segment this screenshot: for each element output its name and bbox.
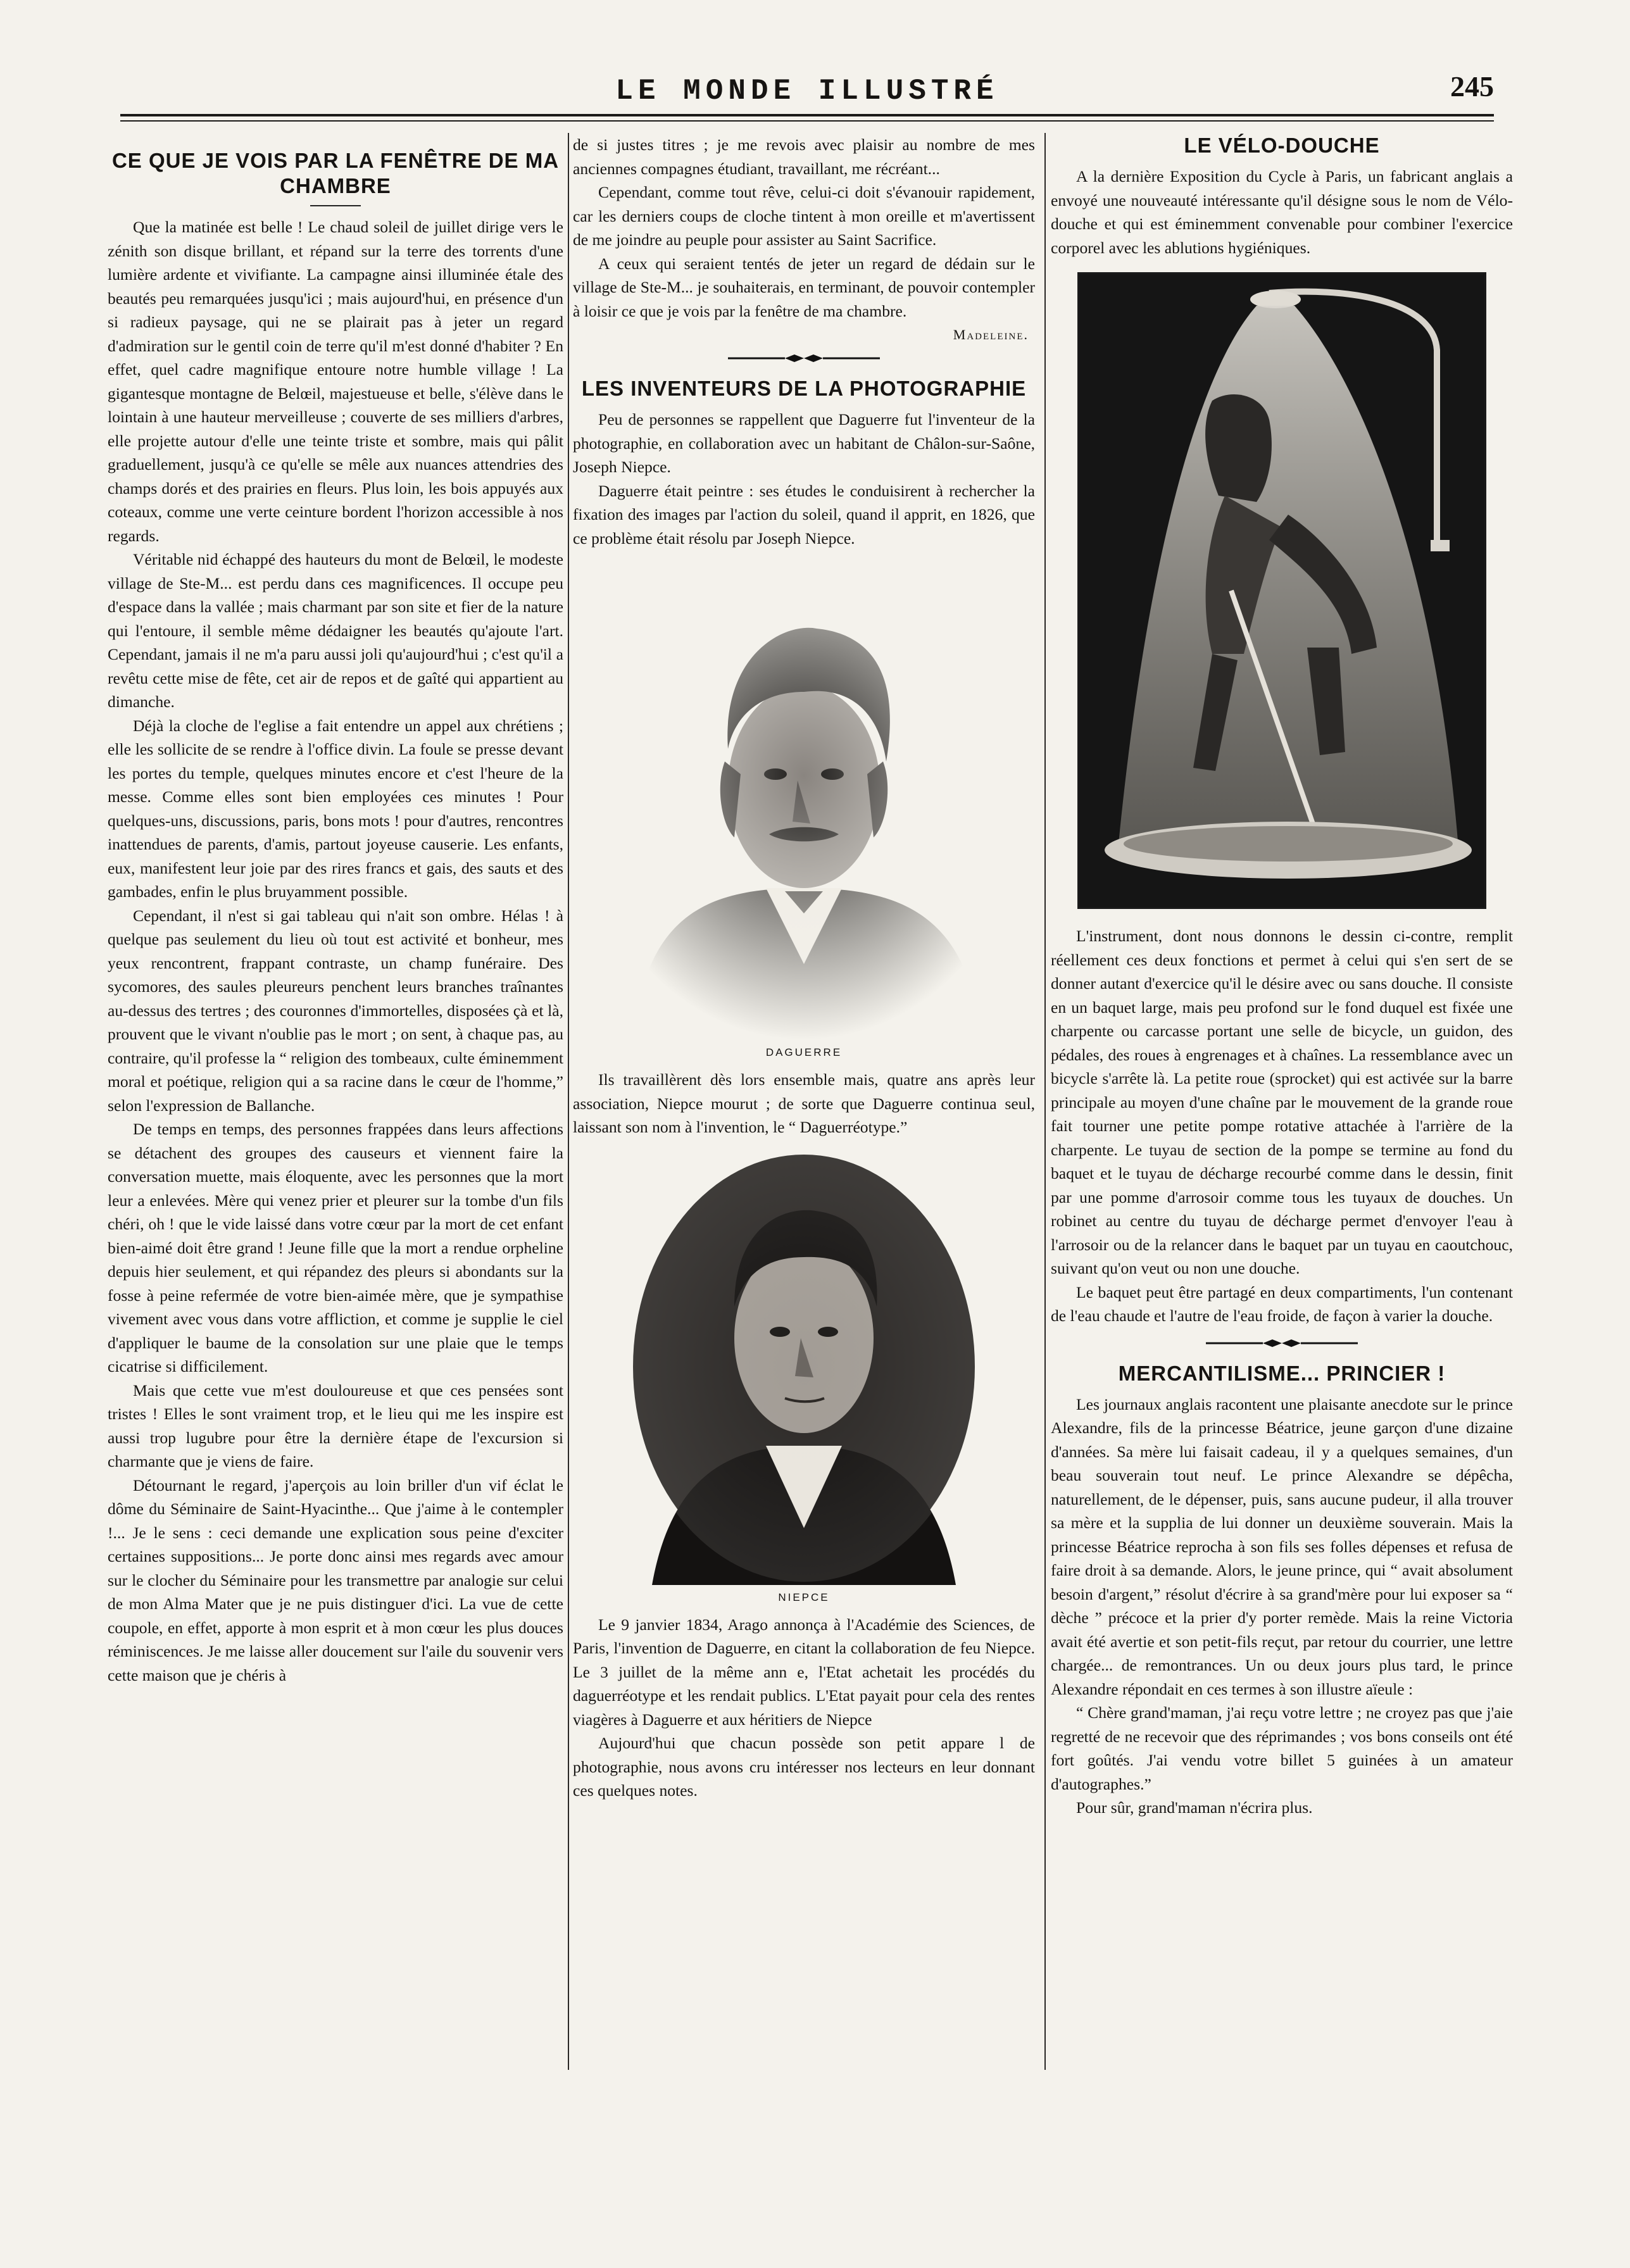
article-title: LE VÉLO-DOUCHE <box>1184 134 1380 157</box>
paragraph: Peu de personnes se rappellent que Daguerre fut l'inventeur de la photographie, en collaboration avec un habitant de Châlon-sur-Saône, Joseph Niepce. <box>573 410 1035 476</box>
portrait-niepce <box>627 1148 981 1604</box>
masthead-title: LE MONDE ILLUSTRÉ <box>615 75 999 108</box>
column-divider <box>1044 133 1046 2070</box>
paragraph: Ils travaillèrent dès lors ensemble mais, quatre ans après leur association, Niepce mourut ; de sorte que Daguerre continua seul, laissant son nom à l'invention, le “ Daguerréotype.” <box>573 1070 1035 1136</box>
paragraph: A la dernière Exposition du Cycle à Paris, un fabricant anglais a envoyé une nouveauté intéressante qu'il désigne sous le nom de Vélo-douche et qui est éminemment convenable pour combiner l'exercice corporel avec les ablutions hygiéniques. <box>1051 167 1513 257</box>
page-number: 245 <box>1450 70 1494 103</box>
ornament-divider <box>722 352 886 365</box>
paragraph: Daguerre était peintre : ses études le conduisirent à rechercher la fixation des images par l'action du soleil, quand il apprit, en 1826, que ce problème était résolu par Joseph Niepce. <box>573 481 1035 548</box>
paragraph: De temps en temps, des personnes frappées dans leurs affections se détachent des groupes des causeurs et viennent faire la conversation muette, mais éloquente, avec les personnes que la mort leur a enlevées. Mère qui venez prier et pleurer sur la tombe d'un fils chéri, oh ! que le vide laissé dans votre cœur par la mort de cet enfant bien-aimé doit être grand ! Jeune fille que la mort a rendue orpheline depuis hier seulement, et qui répandez des pleurs si abondants sur la fosse à peine refermée de votre bien-aimée mère, que je sympathise vivement avec vous dans votre affliction, et comme je supplie le ciel d'appliquer le baume de la consolation sur une plaie que le temps cicatrise si difficilement. <box>108 1120 563 1375</box>
paragraph: Véritable nid échappé des hauteurs du mont de Belœil, le modeste village de Ste-M... est perdu dans ces magnificences. Il occupe peu d'espace dans la vallée ; mais charmant par son site et fier de la nature qui l'entoure, il semble même dédaigner les beautés qu'ajoute l'art. Cependant, jamais il ne m'a paru aussi joli qu'aujourd'hui ; c'est qu'il a revêtu cette mise de fête, cet air de repos et de gaîté qui appartient au dimanche. <box>108 550 563 711</box>
paragraph: Le baquet peut être partagé en deux compartiments, l'un contenant de l'eau chaude et l'autre de l'eau froide, de façon à varier la douche. <box>1051 1282 1513 1325</box>
paragraph: “ Chère grand'maman, j'ai reçu votre lettre ; ne croyez pas que j'aie regretté de ne recevoir que des réprimandes ; vos bons conseils ont été fort goûtés. J'ai vendu votre billet 5 guinées à un amateur d'autographes.” <box>1051 1703 1513 1793</box>
portrait-engraving <box>595 559 1013 1040</box>
article-title: CE QUE JE VOIS PAR LA FENÊTRE DE MA CHAMBRE <box>111 149 560 197</box>
paragraph: Les journaux anglais racontent une plaisante anecdote sur le prince Alexandre, fils de la princesse Béatrice, jeune garçon d'une dizaine d'années. Sa mère lui faisait cadeau, il y a quelques semaines, d'un beau souverain tout neuf. Le prince Alexandre se dépêcha, naturellement, de le dépenser, puis, sans aucune pudeur, il alla trouver sa mère et la supplia de lui donner un deuxième souverain. Mais la princesse Béatrice reprocha à son fils ses folles dépenses et refusa de faire droit à sa demande. Alors, le jeune prince, qui “ avait absolument besoin d'argent,” résolut d'écrire à sa grand'mère pour lui exposer sa “ dèche ” précoce et la prier d'y porter remède. Mais la reine Victoria avait été avertie et son petit-fils reçut, par retour du courrier, une lettre chargée... de remontrances. Un ou deux jours plus tard, le prince Alexandre répondait en ces termes à son illustre aïeule : <box>1051 1394 1513 1698</box>
column-2 <box>573 133 1035 1803</box>
paragraph: L'instrument, dont nous donnons le dessin ci-contre, remplit réellement ces deux fonctions et permet à celui qui s'en sert de se donner autant d'exercice qu'il le désire avec ou sans douche. Il consiste en un baquet large, mais peu profond sur le fond duquel est fixée une charpente ou carcasse portant une selle de bicycle, un guidon, des pédales, des roues à engrenages et à chaînes. La ressemblance avec un bicycle s'arrête là. La petite roue (sprocket) qui est activée sur la barre principale au moyen d'une chaîne par le mouvement de la grande roue fait tourner une petite pompe rotative attachée à l'arrière de la charpente. Le tuyau de section de la pompe se termine au fond du baquet et le tuyau de décharge recourbé comme dans le dessin, finit par une pomme d'arrosoir comme tous les tuyaux de douches. Un robinet au centre du tuyau de décharge permet d'envoyer l'eau à l'arrosoir ou de la relancer dans le baquet par un tuyau en caoutchouc, suivant qu'on veut ou non une douche. <box>1051 927 1513 1277</box>
paragraph: Cependant, il n'est si gai tableau qui n'ait son ombre. Hélas ! à quelque pas seulement du lieu où tout est activité et bonheur, mes yeux rencontrent, frappant contraste, un champ funéraire. Des sycomores, des saules pleureurs penchent leurs branches traînantes au-dessus des tertres ; des couronnes d'immortelles, disposées çà et là, prouvent que le vivant n'oublie pas le mort ; on sent, à chaque pas, au contraire, qu'il professe la “ religion des tombeaux, culte éminemment moral et poétique, religion qui a sa racine dans le cœur de l'homme,” selon l'expression de Ballanche. <box>108 906 563 1115</box>
paragraph: Déjà la cloche de l'eglise a fait entendre un appel aux chrétiens ; elle les sollicite de se rendre à l'office divin. La foule se presse devant les portes du temple, quelques minutes encore et c'est l'heure de la messe. Comme elles sont bien employées ces minutes ! Pour quelques-uns, discussions, paris, bons mots ! pour d'autres, rencontres inattendues de parents, d'amis, partout joyeuse causerie. Les enfants, eux, manifestent leur joie par des rires francs et gais, des sauts et des gambades, enfin le plus bruyamment possible. <box>108 716 563 901</box>
paragraph: A ceux qui seraient tentés de jeter un regard de dédain sur le village de Ste-M... je souhaiterais, en terminant, de pouvoir contempler à loisir ce que je vois par la fenêtre de ma chambre. <box>573 254 1035 320</box>
paragraph: Détournant le regard, j'aperçois au loin briller d'un vif éclat le dôme du Séminaire de Saint-Hyacinthe... Que j'aime à le contempler !... Je le sens : ceci demande une explication sous peine d'exciter certaines suppositions... Je porte donc ainsi mes regards avec amour sur le clocher du Séminaire pour les transmettre par analogie sur celui de mon Alma Mater que je ne puis distinguer d'ici. La vue de cette coupole, en effet, apporte à mon esprit et à mon cœur les plus douces réminiscences. Je me laisse aller doucement sur l'aile du souvenir vers cette maison que je chéris à <box>108 1475 563 1684</box>
figure-caption: NIEPCE <box>778 1591 830 1603</box>
paragraph: Le 9 janvier 1834, Arago annonça à l'Académie des Sciences, de Paris, l'invention de Daguerre, en citant la collaboration de feu Niepce. Le 3 juillet de la même ann e, l'Etat achetait les procédés du daguerréotype et les rendait publics. L'Etat payait pour cela des rentes viagères à Daguerre et aux héritiers de Niepce <box>573 1615 1035 1729</box>
column-1 <box>108 133 563 1687</box>
velo-douche-illustration <box>1077 272 1486 909</box>
portrait-engraving <box>627 1148 981 1585</box>
column-divider <box>568 133 569 2070</box>
figure-caption: DAGUERRE <box>765 1046 843 1058</box>
ornament-divider <box>1200 1337 1364 1350</box>
author-signature: Madeleine. <box>953 327 1029 342</box>
article-title: MERCANTILISME... PRINCIER ! <box>1118 1361 1446 1385</box>
paragraph: Aujourd'hui que chacun possède son petit appare l de photographie, nous avons cru intéresser nos lecteurs en leur donnant ces quelques notes. <box>573 1734 1035 1800</box>
header-rule-thin <box>120 120 1494 122</box>
illustration-engraving <box>1079 274 1484 907</box>
paragraph: Pour sûr, grand'maman n'écrira plus. <box>1076 1798 1313 1817</box>
column-3 <box>1051 133 1513 1820</box>
title-rule <box>310 205 361 206</box>
article-title: LES INVENTEURS DE LA PHOTOGRAPHIE <box>581 377 1027 400</box>
paragraph: Cependant, comme tout rêve, celui-ci doit s'évanouir rapidement, car les derniers coups de cloche tintent à mon oreille et m'avertissent de me joindre au peuple pour assister au Saint Sacrifice. <box>573 183 1035 249</box>
portrait-daguerre <box>595 559 1013 1059</box>
page-header <box>120 70 1494 127</box>
paragraph: Mais que cette vue m'est douloureuse et que ces pensées sont tristes ! Elles le sont vraiment trop, et le lieu qui me les inspire est aussi trop lugubre pour être la dernière étape de l'excursion si charmante que je viens de faire. <box>108 1381 563 1470</box>
header-rule <box>120 114 1494 116</box>
paragraph: de si justes titres ; je me revois avec plaisir au nombre de mes anciennes compagnes étudiant, travaillant, me récréant... <box>573 135 1035 178</box>
paragraph: Que la matinée est belle ! Le chaud soleil de juillet dirige vers le zénith son disque brillant, et répand sur la terre des torrents d'une lumière ardente et vivifiante. La campagne ainsi illuminée étale des beautés peu remarquées jusqu'ici ; mais aujourd'hui, en présence d'un si radieux paysage, qui ne se plairait pas à jeter un regard d'admiration sur le gentil coin de terre qu'il m'est donné d'habiter ? En effet, quel cadre magnifique entoure notre humble village ! La gigantesque montagne de Belœil, majestueuse et belle, s'élève dans le lointain à une hauteur merveilleuse ; couverte de ses milliers d'arbres, elle projette autour d'elle une teinte triste et sombre, mais qui pâlit graduellement, jusqu'à ce qu'elle se mêle aux nuances attendries des champs dorés et des prairies en fleurs. Plus loin, les bois appuyés aux coteaux, comme une verte ceinture bordent l'horizon accessible à nos regards. <box>108 218 563 545</box>
